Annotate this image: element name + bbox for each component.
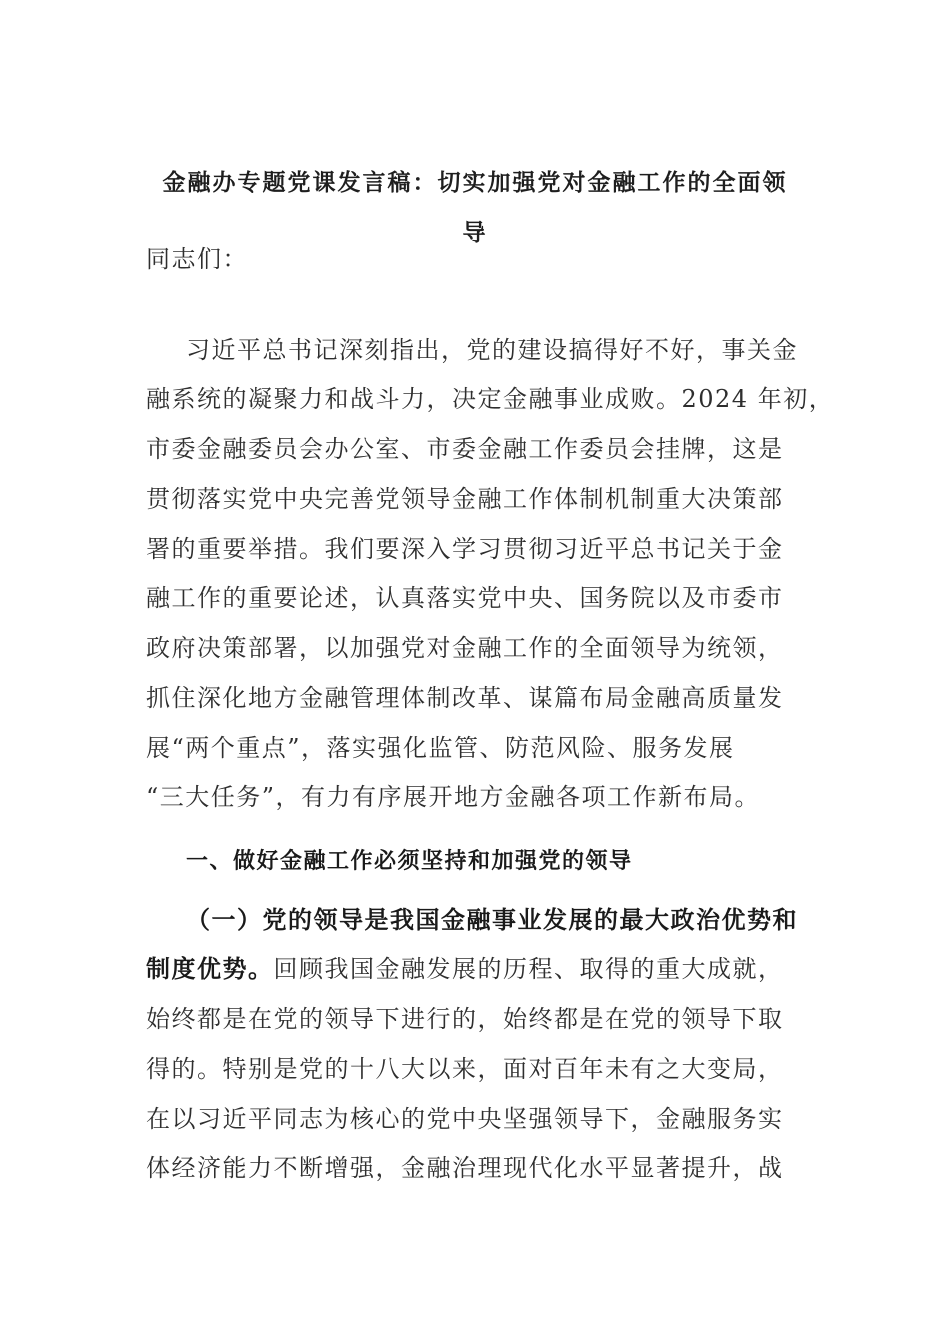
- paragraph-line: 融系统的凝聚力和战斗力，决定金融事业成败。2024 年初，: [146, 385, 835, 413]
- paragraph-line: 得的。特别是党的十八大以来，面对百年未有之大变局，: [146, 1055, 784, 1083]
- paragraph-line: 市委金融委员会办公室、市委金融工作委员会挂牌，这是: [146, 435, 784, 463]
- paragraph-line: 在以习近平同志为核心的党中央坚强领导下，金融服务实: [146, 1105, 784, 1133]
- paragraph-line: 展“两个重点”，落实强化监管、防范风险、服务发展: [146, 734, 735, 762]
- document-title: [145, 158, 805, 258]
- paragraph-line: [146, 954, 784, 984]
- paragraph-line: 贯彻落实党中央完善党领导金融工作体制机制重大决策部: [146, 485, 784, 513]
- bold-lead: 制度优势。: [146, 954, 274, 983]
- paragraph-line: 署的重要举措。我们要深入学习贯彻习近平总书记关于金: [146, 535, 784, 563]
- title-line-1: 金融办专题党课发言稿：切实加强党对金融工作的全面领: [162, 169, 788, 196]
- paragraph-line: 抓住深化地方金融管理体制改革、谋篇布局金融高质量发: [146, 684, 784, 712]
- salutation: 同志们：: [146, 245, 248, 273]
- line-rest: 回顾我国金融发展的历程、取得的重大成就，: [273, 955, 784, 983]
- paragraph-line: 习近平总书记深刻指出，党的建设搞得好不好，事关金: [186, 336, 798, 364]
- title-line-2: 导: [462, 219, 488, 246]
- paragraph-line: 融工作的重要论述，认真落实党中央、国务院以及市委市: [146, 584, 784, 612]
- paragraph-line: 始终都是在党的领导下进行的，始终都是在党的领导下取: [146, 1005, 784, 1033]
- paragraph-line: “三大任务”，有力有序展开地方金融各项工作新布局。: [146, 783, 761, 811]
- paragraph-bold-line: （一）党的领导是我国金融事业发展的最大政治优势和: [186, 905, 798, 934]
- paragraph-line: 政府决策部署，以加强党对金融工作的全面领导为统领，: [146, 634, 784, 662]
- section-heading: 一、做好金融工作必须坚持和加强党的领导: [186, 848, 633, 874]
- paragraph-line: 体经济能力不断增强，金融治理现代化水平显著提升，战: [146, 1154, 784, 1182]
